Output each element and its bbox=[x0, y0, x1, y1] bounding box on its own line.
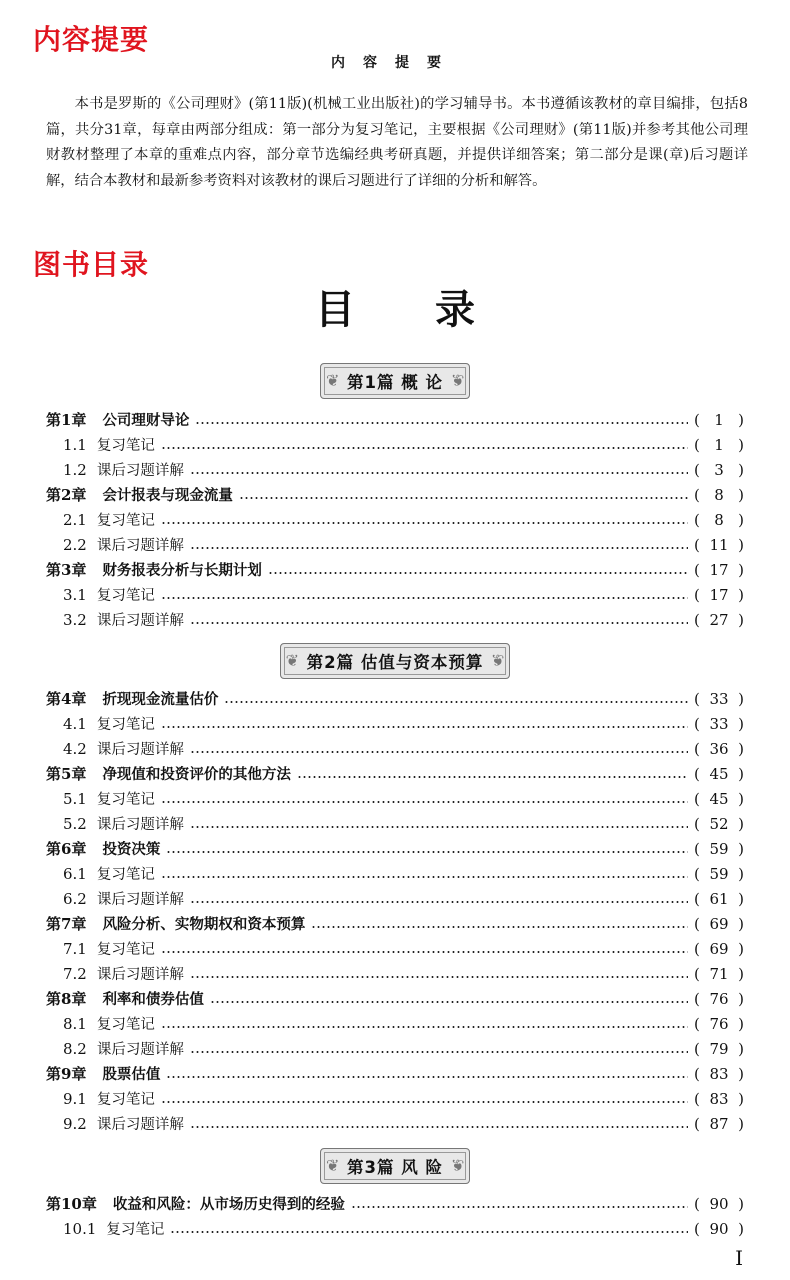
dot-leader bbox=[170, 1231, 688, 1233]
toc-entry-page: ( 17 ) bbox=[694, 585, 744, 604]
toc-entry-number: 9.1 bbox=[63, 1089, 87, 1108]
dot-leader bbox=[161, 1101, 688, 1103]
toc-entry-number: 第3章 bbox=[46, 561, 87, 579]
part-label: ❦ 第3篇 风 险 ❦ bbox=[320, 1148, 470, 1184]
toc-entry-title: 课后习题详解 bbox=[96, 1117, 184, 1133]
toc-title: 目录 bbox=[315, 287, 555, 333]
toc-entry-title: 复习笔记 bbox=[96, 717, 155, 733]
toc-entry-page: ( 1 ) bbox=[694, 410, 744, 429]
toc-page-value: 1 bbox=[714, 435, 724, 454]
toc-entry-page: ( 8 ) bbox=[694, 510, 744, 529]
toc-entry-number: 9.2 bbox=[63, 1114, 87, 1133]
toc-page-value: 83 bbox=[709, 1089, 729, 1108]
dot-leader bbox=[268, 572, 688, 574]
dot-leader bbox=[190, 622, 688, 624]
dot-leader bbox=[351, 1206, 688, 1208]
toc-entry-number: 10.1 bbox=[63, 1219, 97, 1238]
toc-entry-page: ( 71 ) bbox=[694, 964, 744, 983]
toc-entry-title: 会计报表与现金流量 bbox=[102, 488, 233, 504]
toc-page-value: 33 bbox=[709, 689, 729, 708]
toc-entry-page: ( 59 ) bbox=[694, 839, 744, 858]
toc-page-value: 59 bbox=[709, 864, 729, 883]
toc-entry-number: 第2章 bbox=[46, 486, 87, 504]
toc-page-value: 76 bbox=[709, 1014, 729, 1033]
toc-chapter-row[interactable] bbox=[46, 1061, 744, 1086]
toc-section-row[interactable] bbox=[63, 432, 744, 457]
toc-entry-page: ( 45 ) bbox=[694, 789, 744, 808]
toc-entry-title: 课后习题详解 bbox=[96, 742, 184, 758]
dot-leader bbox=[161, 801, 688, 803]
toc-entry-page: ( 1 ) bbox=[694, 435, 744, 454]
dot-leader bbox=[297, 776, 688, 778]
toc-page-value: 27 bbox=[709, 610, 729, 629]
toc-entry-page: ( 33 ) bbox=[694, 714, 744, 733]
toc-entry-title: 复习笔记 bbox=[96, 588, 155, 604]
toc-entry-title: 复习笔记 bbox=[106, 1222, 165, 1238]
summary-title: 内容提要 bbox=[331, 55, 459, 71]
toc-entry-title: 复习笔记 bbox=[96, 792, 155, 808]
toc-entry-number: 2.1 bbox=[63, 510, 87, 529]
toc-entry-page: ( 8 ) bbox=[694, 485, 744, 504]
toc-chapter-row[interactable] bbox=[46, 407, 744, 432]
toc-section-row[interactable] bbox=[63, 786, 744, 811]
toc-entry-number: 第4章 bbox=[46, 690, 87, 708]
toc-entry-title: 收益和风险：从市场历史得到的经验 bbox=[112, 1197, 345, 1213]
toc-entry-title: 复习笔记 bbox=[96, 867, 155, 883]
toc-page-value: 52 bbox=[709, 814, 729, 833]
toc-entry-page: ( 79 ) bbox=[694, 1039, 744, 1058]
toc-entry-number: 1.2 bbox=[63, 460, 87, 479]
toc-entry-title: 财务报表分析与长期计划 bbox=[102, 563, 262, 579]
toc-entry-page: ( 11 ) bbox=[694, 535, 744, 554]
toc-entry-title: 投资决策 bbox=[102, 842, 161, 858]
toc-entry-title: 公司理财导论 bbox=[102, 413, 190, 429]
toc-section-row[interactable] bbox=[63, 607, 744, 632]
toc-chapter-row[interactable] bbox=[46, 761, 744, 786]
toc-entry-page: ( 69 ) bbox=[694, 914, 744, 933]
toc-entry-title: 课后习题详解 bbox=[96, 1042, 184, 1058]
toc-entry-number: 2.2 bbox=[63, 535, 87, 554]
toc-page-value: 8 bbox=[714, 485, 724, 504]
toc-entry-number: 8.1 bbox=[63, 1014, 87, 1033]
dot-leader bbox=[161, 951, 688, 953]
dot-leader bbox=[161, 876, 688, 878]
toc-entry-number: 第8章 bbox=[46, 990, 87, 1008]
toc-section-row[interactable] bbox=[63, 811, 744, 836]
toc-entry-number: 第9章 bbox=[46, 1065, 87, 1083]
dot-leader bbox=[190, 472, 688, 474]
toc-chapter-row[interactable] bbox=[46, 836, 744, 861]
toc-entry-page: ( 87 ) bbox=[694, 1114, 744, 1133]
toc-entry-number: 1.1 bbox=[63, 435, 87, 454]
part-label: ❦ 第2篇 估值与资本预算 ❦ bbox=[280, 643, 511, 679]
toc-entry-page: ( 69 ) bbox=[694, 939, 744, 958]
toc-entry-number: 第7章 bbox=[46, 915, 87, 933]
toc-page-value: 36 bbox=[709, 739, 729, 758]
toc-entry-page: ( 90 ) bbox=[694, 1219, 744, 1238]
dot-leader bbox=[311, 926, 688, 928]
dot-leader bbox=[190, 1051, 688, 1053]
toc-page-value: 90 bbox=[709, 1219, 729, 1238]
toc-entry-page: ( 27 ) bbox=[694, 610, 744, 629]
dot-leader bbox=[190, 751, 688, 753]
toc-page-value: 69 bbox=[709, 914, 729, 933]
toc-section-row[interactable] bbox=[63, 736, 744, 761]
summary-body: 本书是罗斯的《公司理财》(第11版)(机械工业出版社)的学习辅导书。本书遵循该教材的章目编排，包括8篇，共分31章，每章由两部分组成：第一部分为复习笔记，主要根据《公司理财》(第11版)并参考其他公司理财教材整理了本章的重难点内容，部分章节选编经典考研真题，并提供详细答案；第二部分是课(章)后习题详解，结合本教材和最新参考资料对该教材的课后习题进行了详细的分析和解答。 bbox=[46, 96, 748, 189]
dot-leader bbox=[161, 726, 688, 728]
toc-entry-page: ( 3 ) bbox=[694, 460, 744, 479]
toc-entry-page: ( 83 ) bbox=[694, 1064, 744, 1083]
toc-page-value: 71 bbox=[709, 964, 729, 983]
toc-heading: 图书目录 bbox=[33, 248, 150, 281]
dot-leader bbox=[239, 497, 688, 499]
page-number: I bbox=[735, 1246, 743, 1270]
toc-section-row[interactable] bbox=[63, 961, 744, 986]
toc-page-value: 17 bbox=[709, 585, 729, 604]
toc-chapter-row[interactable] bbox=[46, 686, 744, 711]
dot-leader bbox=[166, 851, 688, 853]
toc-page-value: 17 bbox=[709, 560, 729, 579]
toc-entry-title: 复习笔记 bbox=[96, 513, 155, 529]
toc-entry-number: 6.1 bbox=[63, 864, 87, 883]
toc-entry-page: ( 52 ) bbox=[694, 814, 744, 833]
toc-section-row[interactable] bbox=[63, 1111, 744, 1136]
toc-entry-title: 折现现金流量估价 bbox=[102, 692, 219, 708]
toc-section-row[interactable] bbox=[63, 1216, 744, 1241]
part-banner-1 bbox=[0, 363, 790, 399]
toc-entry-number: 第5章 bbox=[46, 765, 87, 783]
toc-entry-title: 课后习题详解 bbox=[96, 463, 184, 479]
toc-entry-page: ( 76 ) bbox=[694, 1014, 744, 1033]
toc-page-value: 69 bbox=[709, 939, 729, 958]
toc-page-value: 59 bbox=[709, 839, 729, 858]
toc-entry-number: 4.1 bbox=[63, 714, 87, 733]
toc-page-value: 45 bbox=[709, 789, 729, 808]
toc-entry-number: 5.1 bbox=[63, 789, 87, 808]
toc-entry-title: 复习笔记 bbox=[96, 1092, 155, 1108]
toc-section-row[interactable] bbox=[63, 532, 744, 557]
dot-leader bbox=[190, 547, 688, 549]
toc-entry-title: 课后习题详解 bbox=[96, 967, 184, 983]
dot-leader bbox=[195, 422, 688, 424]
toc-entry-number: 8.2 bbox=[63, 1039, 87, 1058]
toc-entry-title: 利率和债券估值 bbox=[102, 992, 204, 1008]
dot-leader bbox=[161, 1026, 688, 1028]
toc-section-row[interactable] bbox=[63, 886, 744, 911]
summary-heading: 内容提要 bbox=[33, 23, 150, 56]
part-banner-2 bbox=[0, 643, 790, 679]
toc-page-value: 90 bbox=[709, 1194, 729, 1213]
toc-entry-page: ( 36 ) bbox=[694, 739, 744, 758]
toc-page-value: 11 bbox=[709, 535, 729, 554]
toc-entry-title: 股票估值 bbox=[102, 1067, 161, 1083]
toc-entry-title: 复习笔记 bbox=[96, 1017, 155, 1033]
toc-entry-number: 3.1 bbox=[63, 585, 87, 604]
toc-entry-title: 课后习题详解 bbox=[96, 892, 184, 908]
toc-section-row[interactable] bbox=[63, 457, 744, 482]
toc-entry-title: 课后习题详解 bbox=[96, 538, 184, 554]
toc-page-value: 33 bbox=[709, 714, 729, 733]
toc-chapter-row[interactable] bbox=[46, 986, 744, 1011]
dot-leader bbox=[210, 1001, 688, 1003]
toc-entry-number: 4.2 bbox=[63, 739, 87, 758]
toc-entry-title: 课后习题详解 bbox=[96, 817, 184, 833]
toc-entry-number: 第10章 bbox=[46, 1195, 97, 1213]
part-label: ❦ 第1篇 概 论 ❦ bbox=[320, 363, 470, 399]
dot-leader bbox=[166, 1076, 688, 1078]
toc-section-row[interactable] bbox=[63, 1036, 744, 1061]
toc-page-value: 45 bbox=[709, 764, 729, 783]
toc-page-value: 76 bbox=[709, 989, 729, 1008]
toc-section-row[interactable] bbox=[63, 936, 744, 961]
toc-page-value: 1 bbox=[714, 410, 724, 429]
toc-entry-number: 6.2 bbox=[63, 889, 87, 908]
toc-section-row[interactable] bbox=[63, 711, 744, 736]
dot-leader bbox=[190, 1126, 688, 1128]
toc-entry-page: ( 61 ) bbox=[694, 889, 744, 908]
dot-leader bbox=[190, 901, 688, 903]
toc-page-value: 61 bbox=[709, 889, 729, 908]
toc-entry-number: 第6章 bbox=[46, 840, 87, 858]
toc-entry-number: 7.2 bbox=[63, 964, 87, 983]
toc-entry-page: ( 90 ) bbox=[694, 1194, 744, 1213]
part-banner-3 bbox=[0, 1148, 790, 1184]
toc-entry-title: 课后习题详解 bbox=[96, 613, 184, 629]
dot-leader bbox=[190, 976, 688, 978]
toc-entry-title: 复习笔记 bbox=[96, 438, 155, 454]
toc-section-row[interactable] bbox=[63, 582, 744, 607]
toc-entry-number: 第1章 bbox=[46, 411, 87, 429]
toc-section-row[interactable] bbox=[63, 861, 744, 886]
toc-section-row[interactable] bbox=[63, 1086, 744, 1111]
toc-section-row[interactable] bbox=[63, 507, 744, 532]
toc-entry-page: ( 76 ) bbox=[694, 989, 744, 1008]
toc-entry-page: ( 45 ) bbox=[694, 764, 744, 783]
toc-entry-page: ( 33 ) bbox=[694, 689, 744, 708]
toc-chapter-row[interactable] bbox=[46, 482, 744, 507]
dot-leader bbox=[224, 701, 688, 703]
toc-page-value: 87 bbox=[709, 1114, 729, 1133]
toc-page-value: 79 bbox=[709, 1039, 729, 1058]
toc-page-value: 83 bbox=[709, 1064, 729, 1083]
dot-leader bbox=[161, 597, 688, 599]
toc-entry-page: ( 17 ) bbox=[694, 560, 744, 579]
toc-chapter-row[interactable] bbox=[46, 1191, 744, 1216]
toc-section-row[interactable] bbox=[63, 1011, 744, 1036]
toc-entry-page: ( 83 ) bbox=[694, 1089, 744, 1108]
toc-page-value: 8 bbox=[714, 510, 724, 529]
toc-entry-title: 净现值和投资评价的其他方法 bbox=[102, 767, 291, 783]
toc-entry-title: 复习笔记 bbox=[96, 942, 155, 958]
dot-leader bbox=[190, 826, 688, 828]
toc-entry-number: 5.2 bbox=[63, 814, 87, 833]
toc-chapter-row[interactable] bbox=[46, 557, 744, 582]
dot-leader bbox=[161, 447, 688, 449]
toc-page-value: 3 bbox=[714, 460, 724, 479]
toc-entry-number: 7.1 bbox=[63, 939, 87, 958]
toc-entry-number: 3.2 bbox=[63, 610, 87, 629]
dot-leader bbox=[161, 522, 688, 524]
toc-entry-title: 风险分析、实物期权和资本预算 bbox=[102, 917, 306, 933]
toc-chapter-row[interactable] bbox=[46, 911, 744, 936]
toc-entry-page: ( 59 ) bbox=[694, 864, 744, 883]
